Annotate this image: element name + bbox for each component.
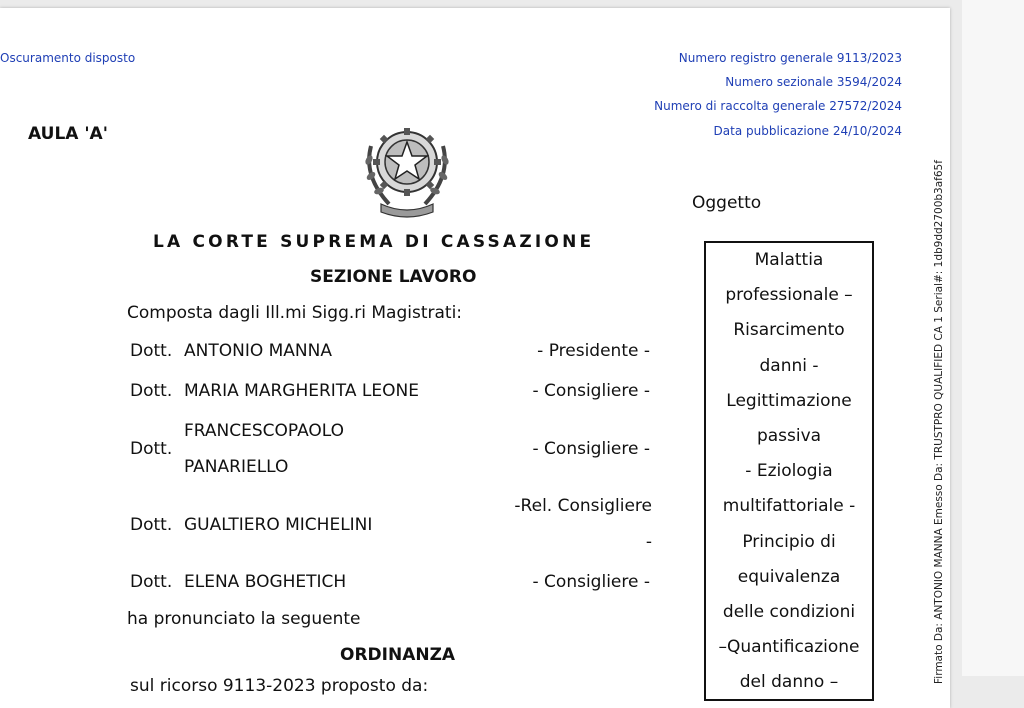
subject-line: –Quantificazione xyxy=(718,637,860,658)
magistrate-role-line2: - xyxy=(645,532,652,552)
numero-raccolta: Numero di raccolta generale 27572/2024 xyxy=(654,99,902,113)
italian-republic-emblem-icon xyxy=(359,116,455,220)
magistrate-title: Dott. xyxy=(130,572,173,592)
digital-signature-stamp: Firmato Da: ANTONIO MANNA Emesso Da: TRUSTPRO QUALIFIED CA 1 Serial#: 1db9dd2700b3af65f xyxy=(933,160,945,684)
oscuramento-note: Oscuramento disposto xyxy=(0,51,136,65)
subject-line: Malattia xyxy=(754,250,824,270)
document-page xyxy=(0,8,950,708)
magistrate-name: GUALTIERO MICHELINI xyxy=(184,515,373,535)
magistrate-title: Dott. xyxy=(130,381,173,401)
subject-line: multifattoriale - xyxy=(722,496,856,517)
section-title: SEZIONE LAVORO xyxy=(310,267,477,287)
document-type-title: ORDINANZA xyxy=(340,645,456,665)
magistrate-name: MARIA MARGHERITA LEONE xyxy=(184,381,419,401)
data-pubblicazione: Data pubblicazione 24/10/2024 xyxy=(713,124,902,138)
pronouncement-line: ha pronunciato la seguente xyxy=(127,609,361,629)
magistrate-name: ELENA BOGHETICH xyxy=(184,572,347,592)
aula-label: AULA 'A' xyxy=(28,124,108,144)
magistrate-title: Dott. xyxy=(130,341,173,361)
magistrate-role: - Consigliere - xyxy=(532,381,650,401)
subject-label: Oggetto xyxy=(692,193,762,213)
subject-line: Risarcimento xyxy=(733,320,845,341)
subject-line: del danno – xyxy=(739,672,839,693)
magistrate-role: - Consigliere - xyxy=(532,439,650,459)
magistrate-name: ANTONIO MANNA xyxy=(184,341,332,361)
magistrate-role: - Presidente - xyxy=(537,341,650,361)
magistrate-title: Dott. xyxy=(130,515,173,535)
registro-generale: Numero registro generale 9113/2023 xyxy=(678,51,902,65)
subject-line: professionale – xyxy=(725,285,853,306)
composition-line: Composta dagli Ill.mi Sigg.ri Magistrati: xyxy=(127,303,463,323)
subject-line: - Eziologia xyxy=(745,461,833,482)
magistrate-role: - Consigliere - xyxy=(532,572,650,592)
court-title: LA CORTE SUPREMA DI CASSAZIONE xyxy=(153,232,595,252)
subject-line: delle condizioni xyxy=(722,601,856,622)
partial-text-line: sul ricorso 9113-2023 proposto da: xyxy=(130,676,429,696)
subject-line: Principio di xyxy=(742,531,836,552)
subject-line: passiva xyxy=(756,425,822,446)
magistrate-title: Dott. xyxy=(130,439,173,459)
magistrate-name-line1: FRANCESCOPAOLO xyxy=(184,421,345,441)
subject-box xyxy=(704,241,874,701)
right-side-panel xyxy=(962,0,1024,676)
subject-line: equivalenza xyxy=(737,566,841,587)
subject-line: danni - xyxy=(759,355,819,376)
numero-sezionale: Numero sezionale 3594/2024 xyxy=(725,75,902,89)
subject-line: Legittimazione xyxy=(726,390,852,411)
magistrate-role-line1: -Rel. Consigliere xyxy=(514,496,652,516)
magistrate-name-line2: PANARIELLO xyxy=(184,457,289,477)
